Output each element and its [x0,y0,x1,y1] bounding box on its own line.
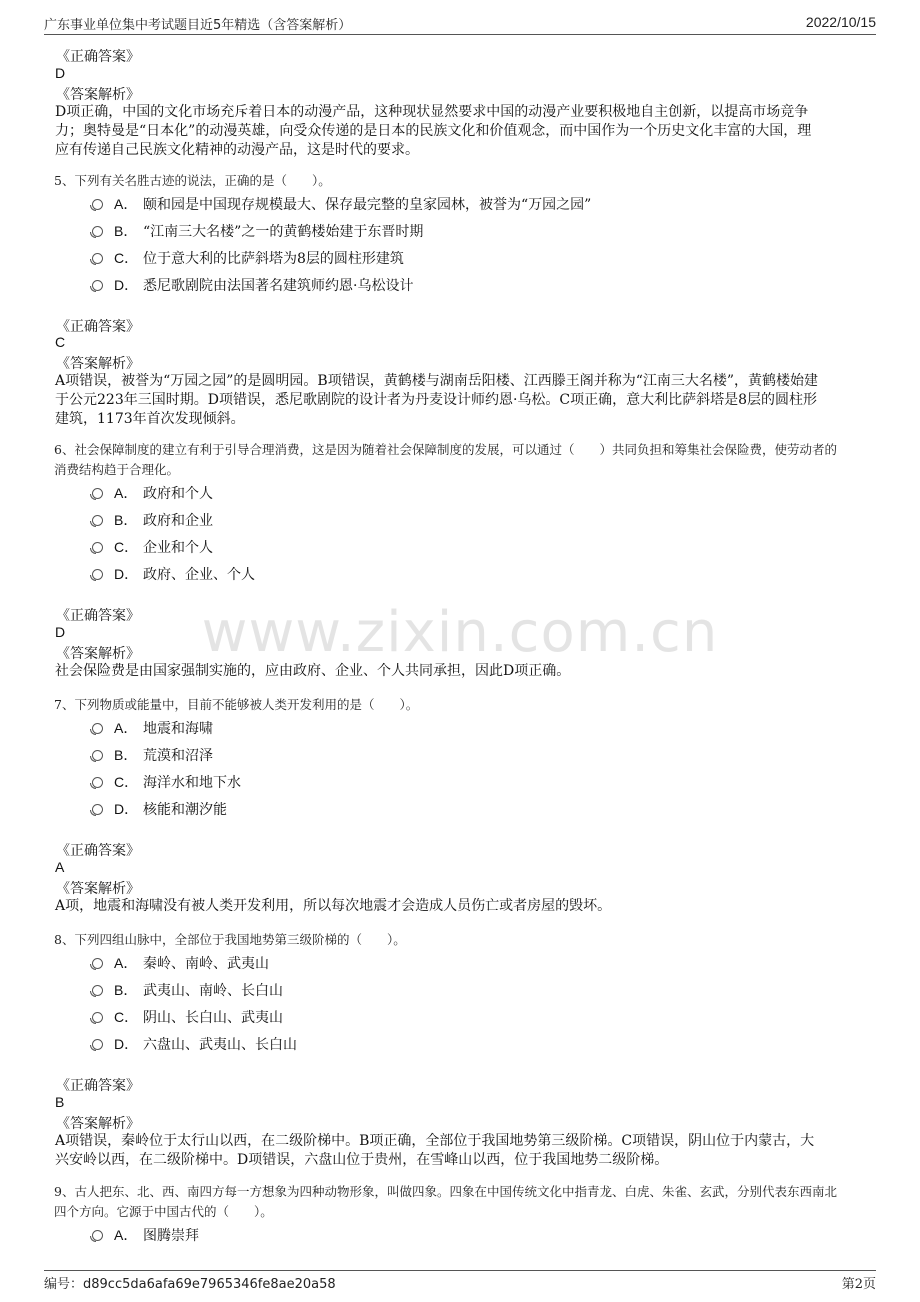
radio-icon[interactable] [92,280,103,291]
radio-icon[interactable] [92,1230,103,1241]
radio-icon[interactable] [92,1012,103,1023]
correct-answer-value: D [55,624,66,640]
correct-answer-label: 《正确答案》 [56,319,140,335]
radio-icon[interactable] [92,199,103,210]
radio-icon[interactable] [92,985,103,996]
question-stem: 5、下列有关名胜古迹的说法，正确的是（ ）。 [54,173,331,188]
analysis-text: A项错误，秦岭位于太行山以西，在二级阶梯中。B项正确，全部位于我国地势第三级阶梯。C项错误，阴山位于内蒙古，大 兴安岭以西，在二级阶梯中。D项错误，六盘山位于贵州，在雪峰山以西，位于我国地势二级阶梯。 [55,1133,815,1168]
question-stem: 9、古人把东、北、西、南四方每一方想象为四种动物形象，叫做四象。四象在中国传统文化中指青龙、白虎、朱雀、玄武，分别代表东西南北 四个方向。它源于中国古代的（ ）。 [54,1184,837,1219]
radio-icon[interactable] [92,226,103,237]
document-date: 2022/10/15 [805,14,876,30]
analysis-label: 《答案解析》 [56,646,140,662]
analysis-label: 《答案解析》 [56,881,140,897]
correct-answer-label: 《正确答案》 [56,608,140,624]
question-stem: 8、下列四组山脉中，全部位于我国地势第三级阶梯的（ ）。 [54,932,406,947]
analysis-text: A项错误，被誉为“万园之园”的是圆明园。B项错误，黄鹤楼与湖南岳阳楼、江西滕王阁并称为“江南三大名楼”，黄鹤楼始建 于公元223年三国时期。D项错误，悉尼歌剧院的设计者为丹麦设计师约恩·乌松。C项正确，意大利比萨斜塔是8层的圆柱形 建筑，1173年首次发现倾斜。 [55,373,819,427]
correct-answer-value: B [55,1094,65,1110]
question-stem: 6、社会保障制度的建立有利于引导合理消费，这是因为随着社会保障制度的发展，可以通过（ ）共同负担和筹集社会保险费，使劳动者的 消费结构趋于合理化。 [54,442,837,477]
question-stem: 7、下列物质或能量中，目前不能够被人类开发利用的是（ ）。 [54,697,419,712]
correct-answer-value: A [55,859,65,875]
correct-answer-value: D [55,65,66,81]
analysis-text: D项正确，中国的文化市场充斥着日本的动漫产品，这种现状显然要求中国的动漫产业要积极地自主创新，以提高市场竞争 力；奥特曼是“日本化”的动漫英雄，向受众传递的是日本的民族文化和价值观念，而中国作为一个历史文化丰富的大国，理 应有传递自己民族文化精神的动漫产品，这是时代的要求。 [55,104,812,158]
correct-answer-label: 《正确答案》 [56,49,140,65]
radio-icon[interactable] [92,569,103,580]
correct-answer-label: 《正确答案》 [56,843,140,859]
analysis-label: 《答案解析》 [56,1116,140,1132]
radio-icon[interactable] [92,488,103,499]
document-title: 广东事业单位集中考试题目近5年精选（含答案解析） [44,18,352,33]
watermark: www.zixin.com.cn [201,600,719,665]
radio-icon[interactable] [92,542,103,553]
radio-icon[interactable] [92,750,103,761]
radio-icon[interactable] [92,515,103,526]
analysis-text: 社会保险费是由国家强制实施的，应由政府、企业、个人共同承担，因此D项正确。 [55,663,571,679]
radio-icon[interactable] [92,958,103,969]
analysis-label: 《答案解析》 [56,356,140,372]
analysis-text: A项，地震和海啸没有被人类开发利用，所以每次地震才会造成人员伤亡或者房屋的毁坏。 [55,898,612,914]
radio-icon[interactable] [92,804,103,815]
radio-icon[interactable] [92,723,103,734]
correct-answer-value: C [55,334,66,350]
document-code: 编号：d89cc5da6afa69e7965346fe8ae20a58 [44,1277,336,1292]
page-header [44,12,876,35]
radio-icon[interactable] [92,1039,103,1050]
page-footer [44,1270,876,1295]
page-number: 第2页 [841,1277,876,1292]
radio-icon[interactable] [92,253,103,264]
correct-answer-label: 《正确答案》 [56,1078,140,1094]
analysis-label: 《答案解析》 [56,87,140,103]
radio-icon[interactable] [92,777,103,788]
